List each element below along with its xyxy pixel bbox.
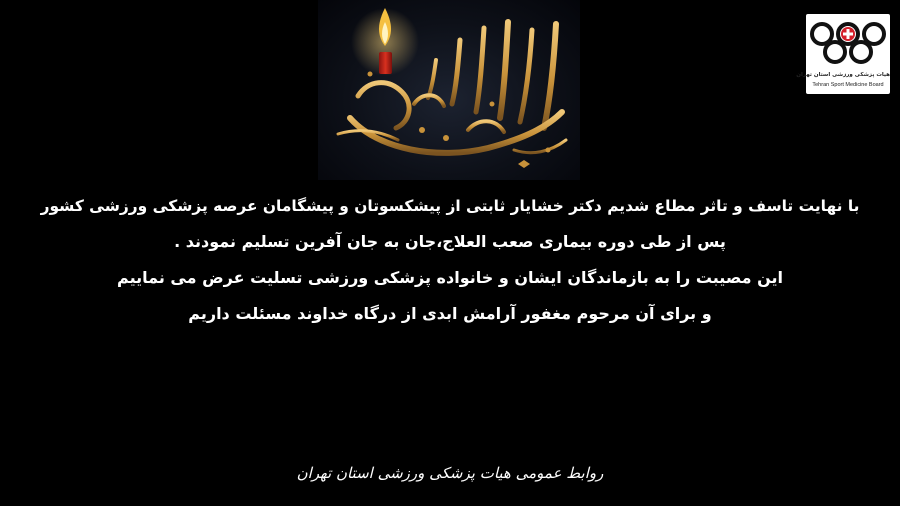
signature: روابط عمومی هیات پزشکی ورزشی استان تهران bbox=[296, 464, 604, 482]
message-line-3: این مصیبت را به بازماندگان ایشان و خانواده پزشکی ورزشی تسلیت عرض می نماییم bbox=[117, 268, 783, 287]
logo-title-en: Tehran Sport Medicine Board bbox=[812, 82, 884, 88]
calligraphy-banner bbox=[318, 0, 580, 180]
message-line-4: و برای آن مرحوم مغفور آرامش ابدی از درگاه خداوند مسئلت داریم bbox=[188, 304, 712, 323]
logo-title-fa: هیات پزشکی ورزشی استان تهران bbox=[796, 72, 890, 78]
condolence-message bbox=[40, 188, 860, 332]
message-line-2: پس از طی دوره بیماری صعب العلاج،جان به جان آفرین تسلیم نمودند . bbox=[174, 232, 726, 251]
tehran-sport-medicine-logo bbox=[796, 14, 890, 94]
olympic-rings-logo-icon bbox=[808, 16, 888, 70]
calligraphy-candle-icon bbox=[318, 0, 580, 180]
message-line-1: با نهایت تاسف و تاثر مطاع شدیم دکتر خشایار ثابتی از پیشکسوتان و پیشگامان عرصه پزشکی ورزشی کشور bbox=[40, 197, 860, 215]
